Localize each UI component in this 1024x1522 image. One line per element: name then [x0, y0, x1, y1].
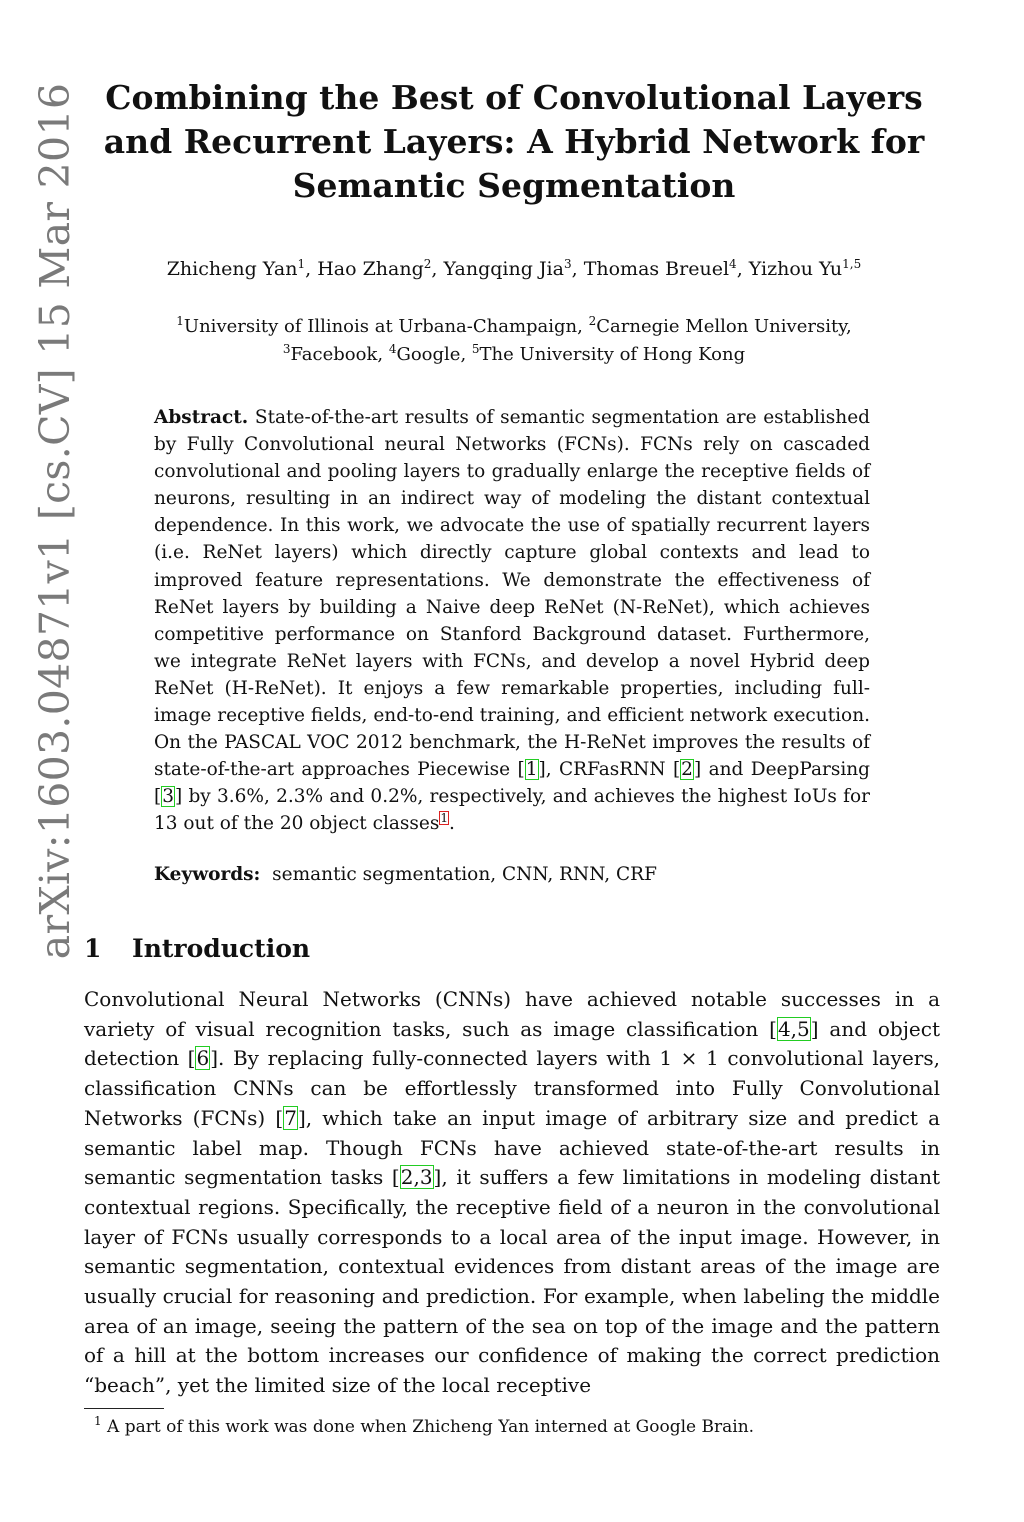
abstract-text: by 3.6%, 2.3% and 0.2%, respectively, and achieves the highest IoUs for 13 out of the 20 object classes	[154, 786, 870, 835]
section-title: Introduction	[132, 934, 311, 963]
keywords-text: semantic segmentation, CNN, RNN, CRF	[272, 864, 657, 885]
affiliation-mark: 2	[588, 314, 597, 328]
affiliation-mark: 4	[388, 342, 397, 356]
keywords-label: Keywords:	[154, 864, 261, 885]
affiliation-mark: 5	[471, 342, 480, 356]
intro-text: Convolutional Neural Networks (CNNs) have achieved notable successes in a variety of visual recognition tasks, such as image classification	[84, 987, 940, 1041]
citation-link[interactable]: 2	[681, 759, 693, 781]
intro-text: and object detection	[84, 1016, 940, 1071]
intro-paragraph: Convolutional Neural Networks (CNNs) have achieved notable successes in a variety of visual recognition tasks, such as image classification [4,5] and object detection [6]. By replacing fully-connected layers with 1 × 1 convolutional layers, classification CNNs can be effortlessly transformed into Fully Convolutional Networks (FCNs) [7], which take an input image of arbitrary size and predict a semantic label map. Though FCNs have achieved state-of-the-art results in semantic segmentation tasks [2,3], it suffers a few limitations in modeling distant contextual regions. Specifically, the receptive field of a neuron in the convolutional layer of FCNs usually corresponds to a local area of the input image. However, in semantic segmentation, contextual evidences from distant areas of the image are usually crucial for reasoning and prediction. For example, when labeling the middle area of an image, seeing the pattern of the sea on top of the image and the pattern of a hill at the bottom increases our confidence of making the correct prediction “beach”, yet the limited size of the local receptive	[84, 987, 940, 1398]
author-affiliation-mark: 1	[297, 257, 306, 271]
author-name: Thomas Breuel	[583, 258, 730, 280]
abstract-text: , CRFasRNN	[545, 759, 673, 781]
affiliation-list: $^1$University of Illinois at Urbana-Champaign, $^2$Carnegie Mellon University, $^3$Facebook, $^4$Google, $^5$The University of Hong Kong	[176, 314, 852, 365]
affiliation-mark: 1	[176, 314, 184, 328]
author-name: Yizhou Yu	[748, 258, 843, 280]
affiliation-name: Google	[396, 344, 461, 365]
author-affiliation-mark: 1,5	[842, 257, 862, 271]
citation-link[interactable]: 6	[196, 1046, 210, 1071]
footnote-text: A part of this work was done when Zhicheng Yan interned at Google Brain.	[107, 1417, 755, 1437]
intro-text: , which take an input image of arbitrary size and predict a semantic label map. Though FCNs have achieved state-of-the-art results in semantic segmentation tasks	[84, 1105, 940, 1190]
author-affiliation-mark: 4	[729, 257, 737, 271]
affiliation-name: University of Illinois at Urbana-Champaign	[183, 316, 578, 337]
section-number: 1	[84, 934, 102, 963]
abstract-label: Abstract.	[154, 407, 249, 428]
citation-link[interactable]: 4,5	[777, 1016, 810, 1041]
arxiv-stamp: arXiv:1603.04871v1 [cs.CV] 15 Mar 2016	[31, 82, 79, 960]
author-affiliation-mark: 3	[563, 257, 572, 271]
footnote-link[interactable]: 1	[440, 811, 448, 826]
abstract-text: State-of-the-art results of semantic segmentation are established by Fully Convolutional neural Networks (FCNs). FCNs rely on cascaded convolutional and pooling layers to gradually enlarge the receptive fields of neurons, resulting in an indirect way of modeling the distant contextual dependence. In this work, we advocate the use of spatially recurrent layers (i.e. ReNet layers) which directly capture global contexts and lead to improved feature representations. We demonstrate the effectiveness of ReNet layers by building a Naive deep ReNet (N-ReNet), which achieves competitive performance on Stanford Background dataset. Furthermore, we integrate ReNet layers with FCNs, and develop a novel Hybrid deep ReNet (H-ReNet). It enjoys a few remarkable properties, including full-image receptive fields, end-to-end training, and efficient network execution. On the PASCAL VOC 2012 benchmark, the H-ReNet improves the results of state-of-the-art approaches Piecewise	[154, 407, 870, 781]
footnote-mark: 1	[94, 1414, 102, 1428]
paper-title: Combining the Best of Convolutional Layers and Recurrent Layers: A Hybrid Network for Semantic Segmentation	[103, 78, 925, 205]
intro-text: . By replacing fully-connected layers with 1 × 1 convolutional layers, classification CNNs can be effortlessly transformed into Fully Convolutional Networks (FCNs)	[84, 1046, 940, 1130]
intro-text: , it suffers a few limitations in modeling distant contextual regions. Specifically, the receptive field of a neuron in the convolutional layer of FCNs usually corresponds to a local area of the input image. However, in semantic segmentation, contextual evidences from distant areas of the image are usually crucial for reasoning and prediction. For example, when labeling the middle area of an image, seeing the pattern of the sea on top of the image and the pattern of a hill at the bottom increases our confidence of making the correct prediction “beach”, yet the limited size of the local receptive	[84, 1165, 940, 1398]
citation-link[interactable]: 3	[162, 786, 174, 808]
abstract-text: .	[448, 813, 455, 835]
author-affiliation-mark: 2	[423, 257, 432, 271]
abstract: Abstract. State-of-the-art results of semantic segmentation are established by Fully Convolutional neural Networks (FCNs). FCNs rely on cascaded convolutional and pooling layers to gradually enlarge the receptive fields of neurons, resulting in an indirect way of modeling the distant contextual dependence. In this work, we advocate the use of spatially recurrent layers (i.e. ReNet layers) which directly capture global contexts and lead to improved feature representations. We demonstrate the effectiveness of ReNet layers by building a Naive deep ReNet (N-ReNet), which achieves competitive performance on Stanford Background dataset. Furthermore, we integrate ReNet layers with FCNs, and develop a novel Hybrid deep ReNet (H-ReNet). It enjoys a few remarkable properties, including full-image receptive fields, end-to-end training, and efficient network execution. On the PASCAL VOC 2012 benchmark, the H-ReNet improves the results of state-of-the-art approaches Piecewise [1], CRFasRNN [2] and DeepParsing [3] by 3.6%, 2.3% and 0.2%, respectively, and achieves the highest IoUs for 13 out of the 20 object classes$^1$.	[154, 407, 870, 835]
footnote	[94, 1414, 944, 1437]
author-name: Hao Zhang	[317, 258, 424, 280]
citation-link[interactable]: 2,3	[400, 1165, 433, 1190]
section-heading	[84, 934, 310, 963]
affiliation-name: Carnegie Mellon University	[596, 316, 846, 337]
keywords	[154, 864, 870, 885]
citation-link[interactable]: 7	[284, 1105, 297, 1130]
affiliation-name: Facebook	[290, 344, 378, 365]
author-name: Zhicheng Yan	[166, 258, 298, 280]
abstract-text: and DeepParsing	[701, 759, 870, 781]
footnote-divider	[84, 1408, 164, 1409]
affiliation-name: The University of Hong Kong	[479, 344, 746, 365]
citation-link[interactable]: 1	[525, 759, 538, 781]
affiliation-mark: 3	[282, 342, 291, 356]
author-name: Yangqing Jia	[443, 258, 564, 280]
author-list: Zhicheng Yan$^1$, Hao Zhang$^2$, Yangqing Jia$^3$, Thomas Breuel$^4$, Yizhou Yu$^{1,5}$	[166, 257, 862, 280]
